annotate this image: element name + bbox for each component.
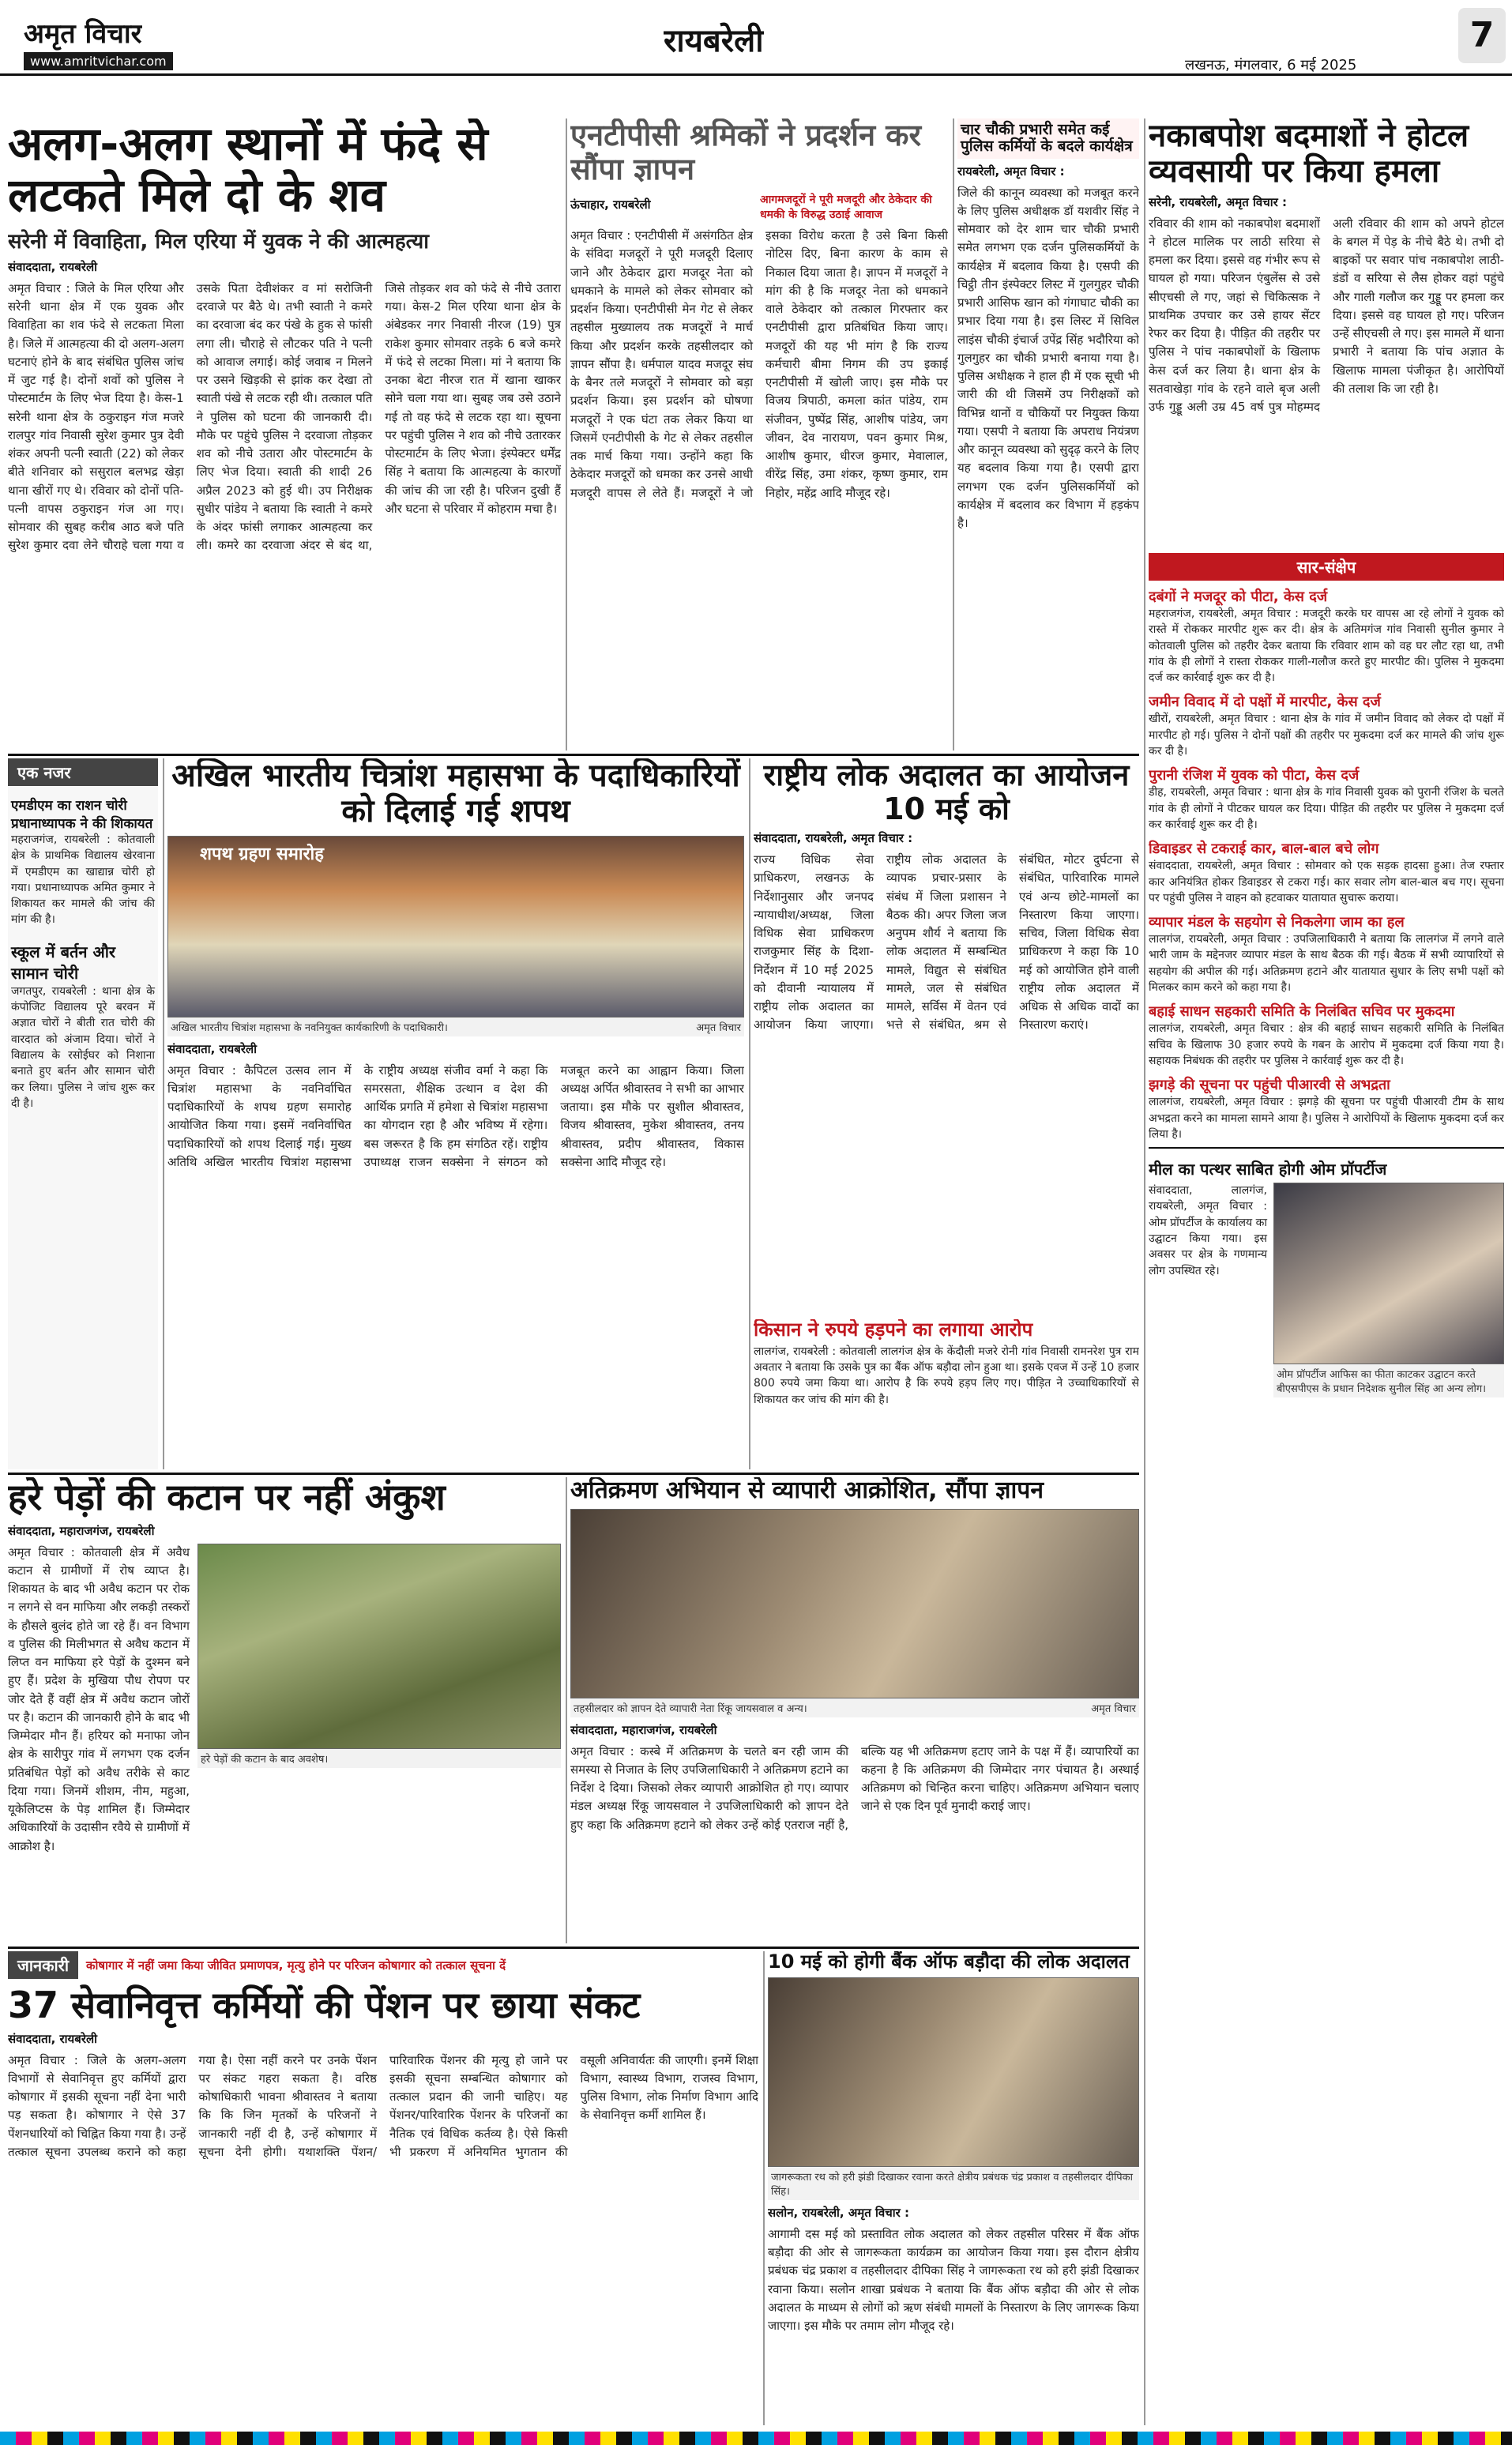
story-body: रविवार की शाम को नकाबपोश बदमाशों ने होटल मालिक पर लाठी सरिया से हमला कर दिया। इससे वह गंभीर रूप से घायल हो गया। परिजन एंबुलेंस से उसे सीएचसी ले गए, जहां से चिकित्सक ने प्राथमिक उपचार कर उसे हायर सेंटर रेफर कर दिया है। पीड़ित की तहरीर पर पुलिस ने पांच नकाबपोशों के खिलाफ केस दर्ज कर लिया है। थाना क्षेत्र के सतवाखेड़ा गांव के रहने वाले बृज अली उर्फ गुड्डू अली उम्र 45 वर्ष पुत्र मोहम्मद अली रविवार की शाम को अपने होटल के बगल में पेड़ के नीचे बैठे थे। तभी दो बाइकों पर सवार पांच नकाबपोश लाठी-डंडों व सरिया से लैस होकर वहां पहुंचे और गाली गलौज कर गुड्डू पर हमला कर दिया। इससे वह घायल हो गए। परिजन उन्हें सीएचसी ले गए। इस मामले में थाना प्रभारी ने बताया कि पांच अज्ञात के खिलाफ मामला पंजीकृत है। आरोपियों की तलाश कि जा रही है। [1149, 216, 1504, 415]
photo-credit: अमृत विचार [1088, 1698, 1139, 1717]
row-rule [8, 754, 1139, 756]
story-headline: किसान ने रुपये हड़पने का लगाया आरोप [754, 1319, 1033, 1341]
color-registration-strip [0, 2432, 1512, 2445]
story-body: अमृत विचार : कैपिटल उत्सव लान में चित्रांश महासभा के नवनिर्वाचित पदाधिकारियों के शपथ ग्रहण समारोह आयोजित किया गया। इसमें नवनिर्वाचित पदाधिकारियों को शपथ दिलाई गई। मुख्य अतिथि अखिल भारतीय चित्रांश महासभा के राष्ट्रीय अध्यक्ष संजीव वर्मा ने कहा कि समरसता, शैक्षिक उत्थान व देश की आर्थिक प्रगति में हमेशा से चित्रांश महासभा का योगदान रहा है और भविष्य में रहेगा। बस जरूरत है कि हम संगठित रहें। राष्ट्रीय उपाध्यक्ष राजन सक्सेना ने संगठन को मजबूत करने का आह्वान किया। जिला अध्यक्ष अर्पित श्रीवास्तव ने सभी का आभार जताया। इस मौके पर सुशील श्रीवास्तव, विजय श्रीवास्तव, मुकेश श्रीवास्तव, तनय श्रीवास्तव, प्रदीप श्रीवास्तव, विकास सक्सेना आदि मौजूद रहे। [167, 1063, 744, 1169]
story-headline: 10 मई को होगी बैंक ऑफ बड़ौदा की लोक अदालत [768, 1951, 1130, 1973]
brief-title: एमडीएम का राशन चोरी प्रधानाध्यापक ने की शिकायत [11, 798, 153, 832]
brief-body: लालगंज, रायबरेली, अमृत विचार : झगड़े की सूचना पर पहुंची पीआरवी टीम के साथ अभद्रता करने का मामला सामने आया है। पुलिस ने आरोपियों के खिलाफ मुकदमा दर्ज कर लिया है। [1149, 1096, 1504, 1141]
awareness-rath-photo [768, 1977, 1139, 2167]
om-properties-photo [1273, 1183, 1504, 1364]
brief-body: डीह, रायबरेली, अमृत विचार : थाना क्षेत्र के गांव निवासी युवक को पुरानी रंजिश के चलते गांव के ही लोगों ने पीटकर घायल कर दिया। पीड़ित की तहरीर पर पुलिस ने मुकदमा दर्ज कर कार्रवाई शुरू कर दी है। [1149, 786, 1504, 831]
story-deck: आगमजदूरों ने पूरी मजदूरी और ठेकेदार की धमकी के विरुद्ध उठाई आवाज [760, 194, 932, 222]
briefs-label: सार-संक्षेप [1149, 553, 1504, 581]
brief-body: खीरों, रायबरेली, अमृत विचार : थाना क्षेत्र के गांव में जमीन विवाद को लेकर दो पक्षों में मारपीट हो गई। पुलिस ने दोनों पक्षों की तहरीर पर मुकदमा दर्ज कर मामले की जांच शुरू कर दी है। [1149, 713, 1504, 758]
brief-body: महराजगंज, रायबरेली, अमृत विचार : मजदूरी करके घर वापस आ रहे लोगों ने युवक को रास्ते में रोककर मारपीट शुरू कर दी। क्षेत्र के अतिमगंज गांव निवासी सुनील कुमार ने कोतवाली पुलिस को तहरीर देकर बताया कि रविवार शाम को वह घर लौट रहा था, तभी गांव के ही लोगों ने रास्ता रोककर गाली-गलौज करते हुए मारपीट की। पुलिस ने मुकदमा दर्ज कर कार्रवाई शुरू कर दी है। [1149, 607, 1504, 685]
brief-body: लालगंज, रायबरेली, अमृत विचार : उपजिलाधिकारी ने बताया कि लालगंज में लगने वाले भारी जाम के मद्देनजर व्यापार मंडल के साथ बैठक की गई। बैठक में सभी व्यापारियों से सहयोग की अपील की गई। अतिक्रमण हटाने और यातायात सुधार के लिए सभी पक्षों को मिलकर काम करने को कहा गया है। [1149, 933, 1504, 995]
story-hotel-attack [1149, 118, 1504, 545]
story-byline: संवाददाता, महाराजगंज, रायबरेली [8, 1523, 155, 1538]
story-body: अमृत विचार : एनटीपीसी में असंगठित क्षेत्र के संविदा मजदूरों ने पूरी मजदूरी दिलाए जाने और ठेकेदार द्वारा मजदूर नेता को धमकाने के मामले को लेकर सोमवार को प्रदर्शन किया। एनटीपीसी मेन गेट से लेकर तहसील मुख्यालय तक मजदूरों ने मार्च किया और प्रदर्शन करके तहसीलदार को ज्ञापन सौंपा है। धर्मपाल यादव मजदूर संघ के बैनर तले मजदूरों ने सोमवार को बड़ा प्रदर्शन किया। इस प्रदर्शन को घोषणा मजदूरों ने एक घंटा तक लेकर किया था जिसमें एनटीपीसी के गेट से लेकर तहसील तक मार्च किया गया। उन्होंने कहा कि ठेकेदार मजदूरों को धमका कर उनसे आधी मजदूरी वापस ले लेते हैं। मजदूरों ने जो इसका विरोध करता है उसे बिना किसी नोटिस दिए, बिना कारण के काम से निकाल दिया जाता है। ज्ञापन में मजदूरों ने मांग की है कि मजदूर नेता को धमकाने वाले ठेकेदार को तत्काल गिरफ्तार कर एनटीपीसी द्वारा प्रतिबंधित किया जाए। मजदूरों की यह भी मांग है कि राज्य कर्मचारी बीमा निगम की उप इकाई एनटीपीसी में खोली जाए। इस मौके पर विजय त्रिपाठी, कमला कांत पांडेय, राम संजीवन, पुष्पेंद्र सिंह, आशीष पांडेय, जग जीवन, देव नारायण, पवन कुमार मिश्र, आशीष कुमार, धीरज कुमार, मेवालाल, वीरेंद्र सिंह, उमा शंकर, कृष्ण कुमार, राम निहोर, महेंद्र आदि मौजूद रहे। [570, 228, 948, 500]
story-police-transfer [957, 118, 1139, 750]
section-title: रायबरेली [664, 23, 764, 59]
story-pension [8, 1951, 758, 2425]
story-body: अमृत विचार : जिले के अलग-अलग विभागों से सेवानिवृत्त हुए कर्मियों द्वारा कोषागार में इसकी सूचना नहीं देना भारी पड़ सकता है। कोषागार ने ऐसे 37 पेंशनधारियों को चिह्नित किया गया है। उन्हें तत्काल सूचना उपलब्ध कराने को कहा गया है। ऐसा नहीं करने पर उनके पेंशन पर संकट गहरा सकता है। वरिष्ठ कोषाधिकारी भावना श्रीवास्तव ने बताया कि कि जिन मृतकों के परिजनों ने जानकारी नहीं दी है, उन्हें कोषागार में सूचना देनी होगी। यथाशक्ति पेंशन/पारिवारिक पेंशनर की मृत्यु हो जाने पर इसकी सूचना सम्बन्धित कोषागार को तत्काल प्रदान की जानी चाहिए। यह पेंशनर/पारिवारिक पेंशनर के परिजनों का नैतिक एवं विधिक कर्तव्य है। ऐसे किसी भी प्रकरण में अनियमित भुगतान की वसूली अनिवार्यतः की जाएगी। इनमें शिक्षा विभाग, स्वास्थ्य विभाग, राजस्व विभाग, पुलिस विभाग, लोक निर्माण विभाग आदि के सेवानिवृत्त कर्मी शामिल हैं। [8, 2052, 758, 2159]
row-rule [8, 1947, 1139, 1949]
story-encroachment [570, 1477, 1139, 1943]
story-byline: सरेनी, रायबरेली, अमृत विचार : [1149, 194, 1287, 209]
brief-title: मील का पत्थर साबित होगी ओम प्रॉपर्टीज [1149, 1160, 1387, 1179]
story-headline: राष्ट्रीय लोक अदालत का आयोजन 10 मई को [763, 758, 1130, 826]
ek-nazar-column [8, 758, 158, 1469]
brief-title: बहाई साधन सहकारी समिति के निलंबित सचिव पर मुकदमा [1149, 1003, 1455, 1021]
column-rule [749, 758, 750, 1469]
photo-caption: जागरूकता रथ को हरी झंडी दिखाकर रवाना करते क्षेत्रीय प्रबंधक चंद्र प्रकाश व तहसीलदार दीपिका सिंह। [768, 2167, 1139, 2200]
photo-caption: ओम प्रॉपर्टीज आफिस का फीता काटकर उद्घाटन करते बीएसपीएस के प्रधान निदेशक सुनील सिंह आ अन्य लोग। [1273, 1364, 1504, 1397]
story-body: राज्य विधिक सेवा प्राधिकरण, लखनऊ के निर्देशानुसार और जनपद न्यायाधीश/अध्यक्ष, जिला विधिक सेवा प्राधिकरण राजकुमार सिंह के दिशा-निर्देशन में 10 मई 2025 को दीवानी न्यायालय में राष्ट्रीय लोक अदालत का आयोजन किया जाएगा। राष्ट्रीय लोक अदालत के व्यापक प्रचार-प्रसार के संबंध में जिला प्रशासन ने बैठक की। अपर जिला जज अनुपम शौर्य ने बताया कि लोक अदालत में सम्बन्धित मामले, विद्युत से संबंधित मामले, जल से संबंधित मामले, सर्विस में वेतन एवं भत्ते से संबंधित, श्रम से संबंधित, मोटर दुर्घटना से संबंधित, पारिवारिक मामले एवं अन्य छोटे-मामलों का निस्तारण किया जाएगा। सचिव, जिला विधिक सेवा प्राधिकरण ने कहा कि 10 मई को आयोजित होने वाली राष्ट्रीय लोक अदालत में अधिक से अधिक वादों का निस्तारण कराएं। [754, 852, 1139, 1033]
ek-nazar-label: एक नजर [8, 758, 158, 786]
brief-title: व्यापार मंडल के सहयोग से निकलेगा जाम का हल [1149, 914, 1405, 931]
brief-item [1149, 912, 1504, 995]
story-lok-adalat [754, 758, 1139, 1311]
brief-title: डिवाइडर से टकराई कार, बाल-बाल बचे लोग [1149, 841, 1379, 858]
column-rule [1144, 118, 1145, 2425]
story-ntpc-protest [570, 118, 948, 750]
story-lead-suicide [8, 118, 561, 750]
brief-body: महराजगंज, रायबरेली : कोतवाली क्षेत्र के प्राथमिक विद्यालय खेरवाना में एमडीएम का खाद्यान्न चोरी हो गया। प्रधानाध्यापक अमित कुमार ने शिकायत कर मामले की जांच की मांग की है। [11, 833, 155, 927]
brief-item [1149, 765, 1504, 833]
story-byline: संवाददाता, महाराजगंज, रायबरेली [570, 1722, 717, 1737]
brief-body: संवाददाता, रायबरेली, अमृत विचार : सोमवार को एक सड़क हादसा हुआ। तेज रफ्तार कार अनियंत्रित होकर डिवाइडर से टकरा गई। कार सवार लोग बाल-बाल बच गए। सूचना पर पहुंची पुलिस ने वाहन को हटवाकर यातायात सुचारू कराया। [1149, 860, 1504, 905]
story-headline: अतिक्रमण अभियान से व्यापारी आक्रोशित, सौंपा ज्ञापन [570, 1477, 1044, 1504]
photo-caption: तहसीलदार को ज्ञापन देते व्यापारी नेता रिंकू जायसवाल व अन्य। [570, 1698, 1088, 1717]
column-rule [163, 758, 164, 1469]
brief-title: झगड़े की सूचना पर पहुंची पीआरवी से अभद्रता [1149, 1077, 1390, 1094]
brief-item [8, 786, 158, 931]
story-chitransh-mahasabha [167, 758, 744, 1469]
brief-item [1149, 1002, 1504, 1069]
newspaper-logo: अमृत विचार [24, 18, 142, 50]
brief-body: लालगंज, रायबरेली, अमृत विचार : क्षेत्र की बहाई साधन सहकारी समिति के निलंबित सचिव के खिलाफ 30 हजार रुपये के गबन के आरोप में मुकदमा दर्ज किया गया है। सहायक निबंधक की तहरीर पर पुलिस ने कार्रवाई शुरू कर दी है। [1149, 1022, 1504, 1067]
briefs-column [1149, 553, 1504, 2417]
story-headline: चार चौकी प्रभारी समेत कई पुलिस कर्मियों के बदले कार्यक्षेत्र [957, 118, 1139, 159]
oath-ceremony-photo [167, 836, 744, 1017]
brief-item [1149, 692, 1504, 759]
brief-body: संवाददाता, लालगंज, रायबरेली, अमृत विचार : ओम प्रॉपर्टीज के कार्यालय का उद्घाटन किया गया। इस अवसर पर क्षेत्र के गणमान्य लोग उपस्थित रहे। [1149, 1184, 1267, 1277]
story-tree-cutting [8, 1477, 561, 1943]
story-body: अमृत विचार : कस्बे में अतिक्रमण के चलते बन रही जाम की समस्या से निजात के लिए उपजिलाधिकारी ने अतिक्रमण हटाने का निर्देश दे दिया। जिसको लेकर व्यापारी आक्रोशित हो गए। व्यापार मंडल अध्यक्ष रिंकू जायसवाल ने उपजिलाधिकारी को ज्ञापन देते हुए कहा कि अतिक्रमण हटाने को लेकर उन्हें कोई एतराज नहीं है, बल्कि यह भी अतिक्रमण हटाए जाने के पक्ष में हैं। व्यापारियों का कहना है कि अतिक्रमण की जिम्मेदार नगर पंचायत है। अस्थाई अतिक्रमण को चिन्हित करना चाहिए। अतिक्रमण अभियान चलाए जाने से एक दिन पूर्व मुनादी कराई जाए। [570, 1743, 1139, 1832]
column-rule [953, 118, 954, 750]
brief-item [1149, 839, 1504, 906]
brief-body: जगतपुर, रायबरेली : थाना क्षेत्र के कंपोजिट विद्यालय पूरे बरवन में अज्ञात चोरों ने बीती रात चोरी की वारदात को अंजाम दिया। चोरों ने विद्यालय के रसोईघर को निशाना बनाते हुए बर्तन और सामान चोरी कर लिया। पुलिस ने जांच शुरू कर दी है। [11, 984, 155, 1110]
story-body: लालगंज, रायबरेली : कोतवाली लालगंज क्षेत्र के केंदौली मजरे रोनी गांव निवासी रामनरेश पुत्र राम अवतार ने बताया कि उसके पुत्र का बैंक ऑफ बड़ौदा लोन हुआ था। इसके एवज में उन्हें 10 हजार 800 रुपये जमा किया था। आरोप है कि रुपये हड़प लिए गए। पीड़ित ने उच्चाधिकारियों से शिकायत कर जांच की मांग की है। [754, 1345, 1139, 1406]
story-headline: नकाबपोश बदमाशों ने होटल व्यवसायी पर किया हमला [1149, 118, 1469, 190]
page-number: 7 [1458, 8, 1506, 63]
story-body: अमृत विचार : कोतवाली क्षेत्र में अवैध कटान से ग्रामीणों में रोष व्याप्त है। शिकायत के बाद भी अवैध कटान पर रोक न लगने से वन माफिया और लकड़ी तस्करों के हौसले बुलंद होते जा रहे हैं। वन विभाग व पुलिस की मिलीभगत से अवैध कटान में लिप्त वन माफिया हरे पेड़ों के दुश्मन बने हुए हैं। प्रदेश के मुखिया पौध रोपण पर जोर देते हैं वहीं क्षेत्र में अवैध कटान जोरों पर है। कटान की जानकारी होने के बाद भी जिम्मेदार मौन हैं। हरियर को मनाफा जोन क्षेत्र के सारीपुर गांव में लगभग एक दर्जन प्रतिबंधित पेड़ों को अवैध तरीके से काट दिया गया। जिनमें शीशम, नीम, महुआ, यूकेलिप्टस के पेड़ शामिल हैं। जिम्मेदार अधिकारियों के उदासीन रवैये से ग्रामीणों में आक्रोश है। [8, 1544, 190, 1853]
brief-item [1149, 587, 1504, 686]
story-body: आगामी दस मई को प्रस्तावित लोक अदालत को लेकर तहसील परिसर में बैंक ऑफ बड़ौदा की ओर से जागरूकता कार्यक्रम का आयोजन किया गया। इस दौरान क्षेत्रीय प्रबंधक चंद्र प्रकाश व तहसीलदार दीपिका सिंह ने जागरूकता रथ को हरी झंडी दिखाकर रवाना किया। सलोन शाखा प्रबंधक ने बताया कि बैंक ऑफ बड़ौदा की ओर से लोक अदालत के माध्यम से लोगों को ऋण संबंधी मामलों के निस्तारण के लिए जागरूक किया जाएगा। इस मौके पर तमाम लोग मौजूद रहे। [768, 2226, 1139, 2334]
photo-credit: अमृत विचार [693, 1017, 744, 1036]
brief-title: पुरानी रंजिश में युवक को पीटा, केस दर्ज [1149, 767, 1360, 784]
story-byline: संवाददाता, रायबरेली, अमृत विचार : [754, 831, 913, 846]
website-url[interactable]: www.amritvichar.com [24, 52, 173, 70]
brief-item [8, 931, 158, 1115]
row-rule [8, 1473, 1139, 1475]
story-body: अमृत विचार : जिले के मिल एरिया और सरेनी थाना क्षेत्र में एक युवक और विवाहिता का शव फंदे से लटकता मिला है। जिले में आत्महत्या की दो अलग-अलग घटनाएं होने के बाद संबंधित पुलिस जांच में जुट गई है। दोनों शवों को पुलिस ने पोस्टमार्टम के लिए भेज दिया है। केस-1 सरेनी थाना क्षेत्र के ठकुराइन गंज मजरे रालपुर गांव निवासी सुरेश कुमार पुत्र देवी शंकर अपनी पत्नी स्वाती (22) को लेकर बीते शनिवार को ससुराल बलभद्र खेड़ा थाना खीरों गए थे। रविवार को दोनों पति-पत्नी वापस ठकुराइन गंज आ गए। सोमवार की सुबह करीब आठ बजे पति सुरेश कुमार दवा लेने चौराहे चला गया व उसके पिता देवीशंकर व मां सरोजिनी दरवाजे पर बैठे थे। तभी स्वाती ने कमरे का दरवाजा बंद कर पंखे के हुक से फांसी लगा ली। चौराहे से लौटकर पति ने पत्नी को आवाज लगाई। कोई जवाब न मिलने पर उसने खिड़की से झांक कर देखा तो स्वाती पंखे से लटक रही थी। तत्काल पति ने पुलिस को घटना की जानकारी दी। मौके पर पहुंचे पुलिस ने दरवाजा तोड़कर शव को नीचे उतारा और पोस्टमार्टम के लिए भेज दिया। स्वाती की शादी 26 अप्रैल 2023 को हुई थी। उप निरीक्षक सुधीर पांडेय ने बताया कि स्वाती ने कमरे के अंदर फांसी लगाकर आत्महत्या कर ली। कमरे का दरवाजा अंदर से बंद था, जिसे तोड़कर शव को फंदे से नीचे उतारा गया। केस-2 मिल एरिया थाना क्षेत्र के अंबेडकर नगर निवासी नीरज (19) पुत्र राकेश कुमार सोमवार तड़के 6 बजे कमरे में फंदे से लटका मिला। मां ने बताया कि उनका बेटा नीरज रात में खाना खाकर सोने चला गया था। सुबह जब उसे उठाने गई तो वह फंदे से लटक रहा था। सूचना पर पहुंची पुलिस ने शव को नीचे उतारकर पोस्टमार्टम के लिए भेजा। इंस्पेक्टर धर्मेंद्र सिंह ने बताया कि आत्महत्या के कारणों की जांच की जा रही है। परिजन दुखी हैं और घटना से परिवार में कोहराम मचा है। [8, 280, 561, 553]
story-farmer-complaint [754, 1319, 1139, 1469]
story-headline: 37 सेवानिवृत्त कर्मियों की पेंशन पर छाया संकट [8, 1984, 641, 2026]
column-rule [566, 1477, 567, 1943]
photo-banner: शपथ ग्रहण समारोह [200, 844, 324, 864]
photo-caption: अखिल भारतीय चित्रांश महासभा के नवनियुक्त कार्यकारिणी के पदाधिकारी। [167, 1017, 693, 1036]
story-headline: हरे पेड़ों की कटान पर नहीं अंकुश [8, 1477, 446, 1518]
story-byline: संवाददाता, रायबरेली [167, 1041, 258, 1056]
story-byline: रायबरेली, अमृत विचार : [957, 164, 1065, 179]
story-headline: अलग-अलग स्थानों में फंदे से लटकते मिले दो के शव [8, 118, 488, 222]
brief-item [1149, 1075, 1504, 1142]
story-dateline: ऊंचाहार, रायबरेली [570, 197, 651, 213]
dateline: लखनऊ, मंगलवार, 6 मई 2025 [1185, 57, 1357, 73]
column-rule [566, 118, 567, 750]
story-byline: संवाददाता, रायबरेली [8, 259, 98, 274]
brief-title: जमीन विवाद में दो पक्षों में मारपीट, केस दर्ज [1149, 694, 1381, 711]
story-byline: सलोन, रायबरेली, अमृत विचार : [768, 2205, 910, 2220]
photo-caption: हरे पेड़ों की कटान के बाद अवशेष। [197, 1749, 561, 1768]
brief-title: स्कूल में बर्तन और सामान चोरी [11, 942, 116, 983]
masthead [0, 0, 1512, 76]
story-body: जिले की कानून व्यवस्था को मजबूत करने के लिए पुलिस अधीक्षक डॉ यशवीर सिंह ने सोमवार को देर शाम चार चौकी प्रभारी समेत लगभग एक दर्जन पुलिसकर्मियों के कार्यक्षेत्र में बदलाव किया है। एसपी की चिट्ठी तीन इंस्पेक्टर लिस्ट में गुलगुहर चौकी प्रभारी आसिफ खान को गंगाघाट चौकी का प्रभार दिया गया है। इस लिस्ट में सिविल लाइंस चौकी इंचार्ज उपेंद्र सिंह भदौरिया को गुलगुहर का चौकी प्रभारी बनाया गया है। पुलिस अधीक्षक ने हाल ही में एक सूची भी जारी की थी जिसमें उप निरीक्षकों को विभिन्न थानों व चौकियों पर नियुक्त किया गया। एसपी ने बताया कि अपराध नियंत्रण और कानून व्यवस्था को सुदृढ़ करने के लिए यह बदलाव किया गया है। एसपी द्वारा लगभग एक दर्जन पुलिसकर्मियों को कार्यक्षेत्र में बदलाव कर विभाग में हड़कंप है। [957, 185, 1139, 531]
brief-item [1149, 1147, 1504, 1397]
story-deck: सरेनी में विवाहिता, मिल एरिया में युवक ने की आत्महत्या [8, 229, 429, 254]
column-rule [763, 1951, 765, 2425]
story-byline: संवाददाता, रायबरेली [8, 2031, 98, 2046]
story-headline: अखिल भारतीय चित्रांश महासभा के पदाधिकारियों को दिलाई गई शपथ [171, 758, 740, 829]
tree-stumps-photo [197, 1544, 561, 1749]
story-bank-of-baroda [768, 1951, 1139, 2425]
brief-title: दबंगों ने मजदूर को पीटा, केस दर्ज [1149, 589, 1328, 605]
memorandum-photo [570, 1509, 1139, 1698]
ticker-text: कोषागार में नहीं जमा किया जीवित प्रमाणपत्र, मृत्यु होने पर परिजन कोषागार को तत्काल सूचना दें [86, 1958, 506, 1973]
janakari-label: जानकारी [8, 1951, 78, 1979]
story-headline: एनटीपीसी श्रमिकों ने प्रदर्शन कर सौंपा ज्ञापन [570, 118, 922, 186]
